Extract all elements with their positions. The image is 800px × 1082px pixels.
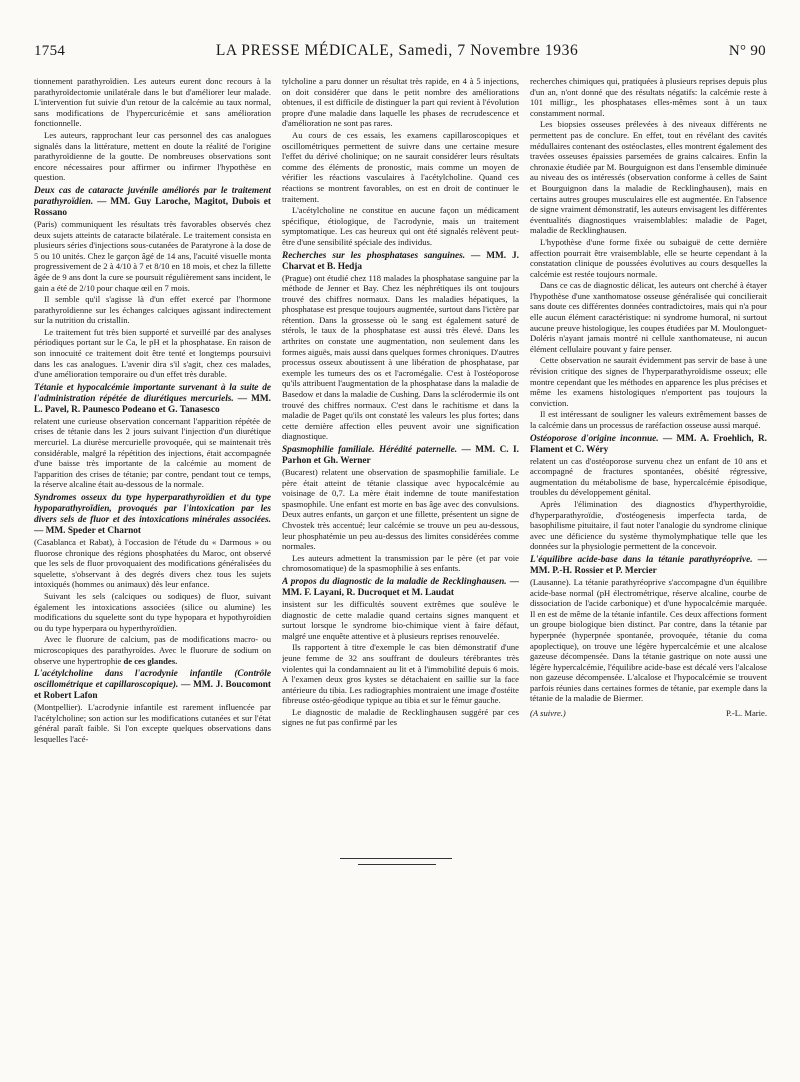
- paragraph: Il semble qu'il s'agisse là d'un effet exercé par l'hormone parathyroïdienne sur les échanges calciques agissant indirectement sur la nutrition du cristallin.: [34, 294, 271, 326]
- paragraph: Les auteurs, rapprochant leur cas personnel des cas analogues signalés dans la littérature, mettent en doute la réalité de l'origine parathyroïdienne de la goutte. De nombreuses observations sont encore nécessaires pour affirmer ou infirmer l'hypothèse en question.: [34, 129, 271, 183]
- article-signature: [530, 708, 767, 719]
- paragraph: insistent sur les difficultés souvent extrêmes que soulève le diagnostic de cette maladie quand certains signes manquent et surtout lorsque le syndrome bio-chimique vient à faire défaut, malgré une enquête attentive et à plusieurs reprises renouvelée.: [282, 598, 519, 641]
- paragraph: Après l'élimination des diagnostics d'hyperthyroïdie, d'hyperparathyroïdie, d'ostéogenesis imperfecta tarda, de basophilisme pituitaire, il faut noter l'analogie du syndrome clinique avec une déficience du système thymolymphatique telle que les données sur la physiologie permettent de la concevoir.: [530, 498, 767, 552]
- paragraph: Ils rapportent à titre d'exemple le cas bien démonstratif d'une jeune femme de 32 ans souffrant de douleurs térébrantes très violentes qui la condamnaient au lit et à l'immobilité depuis 6 mois. A l'examen deux gros kystes se détachaient en saillie sur la face antérieure du tibia. Les radiographies montraient une image d'ostéite fibreuse ostéo-géodique typique au tibia et sur le fémur gauche.: [282, 642, 519, 706]
- section-title: Ostéoporose d'origine inconnue. — MM. A. Froehlich, R. Flament et C. Wéry: [530, 433, 767, 455]
- to-be-continued: (A suivre.): [530, 708, 566, 719]
- paragraph: Suivant les sels (calciques ou sodiques) de fluor, suivant également les intoxications associées (silice ou alumine) les modifications du squelette sont du type hypopara et hypothyroïdien ou du type hyperpara ou hyperthyroïdien.: [34, 590, 271, 633]
- section-title: Spasmophilie familiale. Hérédité paternelle. — MM. C. I. Parhon et Gh. Werner: [282, 445, 519, 466]
- paragraph: Le diagnostic de maladie de Recklinghausen suggéré par ces signes ne fut pas confirmé par les: [282, 706, 519, 728]
- paragraph: (Prague) ont étudié chez 118 malades la phosphatase sanguine par la méthode de Jenner et Bay. Chez les néphrétiques ils ont toujours trouvé des chiffres normaux. Dans les maladies hépatiques, la phosphatase est presque toujours augmentée, surtout dans l'ictère par rétention. Dans la grossesse où le sang est également saturé de stérols, le taux de la phosphatase est aussi très élevé. Dans les arthrites on constate une augmentation, non seulement dans les formes aiguës, mais aussi dans quelques formes chroniques. D'autres processus osseux aboutissent à une libération de phosphatase, par exemple les tumeurs des os et l'acromégalie. C'est à l'ostéoporose qu'ils attribuent l'augmentation de la phosphatase dans la maladie de Basedow et dans la maladie de Cushing. Dans la sclérodermie ils ont trouvé des chiffres normaux. C'est dans le rachitisme et dans la maladie de Paget qu'ils ont constaté les valeurs les plus fortes; dans cette dernière affection elles peuvent avoir une signification diagnostique.: [282, 272, 519, 442]
- paragraph: Il est intéressant de souligner les valeurs extrêmement basses de la calcémie dans un processus de raréfaction osseuse aussi marqué.: [530, 409, 767, 430]
- journal-title: LA PRESSE MÉDICALE, Samedi, 7 Novembre 1936: [215, 42, 579, 59]
- paragraph: (Bucarest) relatent une observation de spasmophilie familiale. Le père était atteint de tétanie classique avec hypocalcémie au voisinage de 0,7. La mère était indemne de toute manifestation spasmophile. Une enfant est morte en bas âge avec des convulsions. Deux autres enfants, un garçon et une fillette, présentent un signe de Chvostek très accentué; leur calcémie se trouve un peu au-dessous, leur phosphatémie un peu au-dessus des limites considérées comme normales.: [282, 467, 519, 552]
- paragraph: (Casablanca et Rabat), à l'occasion de l'étude du « Darmous » ou fluorose chronique des régions phosphatées du Maroc, ont observé que les sels de fluor provoquaient des modifications généralisées du squelette, s'observant à des degrés divers chez tous les sujets intoxiqués (hommes ou animaux) dès leur enfance.: [34, 537, 271, 590]
- divider-rule: [358, 864, 436, 865]
- paragraph: relatent une curieuse observation concernant l'apparition répétée de crises de tétanie dans les 2 jours suivant l'injection d'un diurétique mercuriel. La diurèse mercurielle provoquée, qui se maintenait très considérable, malgré la répétition des injections, était accompagnée d'une baisse très importante de la calcémie au moment de l'apparition des crises de tétanie; par contre, pendant tout ce temps, la réserve alcaline était au-dessous de la normale.: [34, 415, 271, 490]
- paragraph: (Paris) communiquent les résultats très favorables observés chez deux sujets atteints de cataracte bilatérale. Le traitement consista en plusieurs séries d'injections sous-cutanées de Paratyrone à la dose de 5 ou 10 unités. Chez le garçon âgé de 14 ans, l'acuité visuelle monta progressivement de 2 à 4/10 à 7 et 8/10 en 18 mois, et chez la fillette âgée de 9 ans dont la cure se poursuit régulièrement sans incident, le gain a été de 2/10 pour chaque œil en 7 mois.: [34, 218, 271, 293]
- paragraph: recherches chimiques qui, pratiquées à plusieurs reprises depuis plus d'un an, n'ont donné que des résultats négatifs: la calcémie reste à 101 milligr., les phosphatases elles-mêmes sont à un taux constamment normal.: [530, 76, 767, 118]
- paragraph: L'hypothèse d'une forme fixée ou subaiguë de cette dernière affection pourrait être vraisemblable, elle se heurte cependant à la constatation clinique de poussées évolutives au cours desquelles la calcémie est restée toujours normale.: [530, 236, 767, 279]
- paragraph: tionnement parathyroïdien. Les auteurs eurent donc recours à la parathyroïdectomie unilatérale dans le but d'améliorer leur malade. L'intervention fut suivie d'un retour de la calcémie au taux normal, sans modifications de l'hypercuricémie et sans amélioration fonctionnelle.: [34, 76, 271, 129]
- paragraph: (Lausanne). La tétanie parathyréoprive s'accompagne d'un équilibre acide-base normal (pH électrométrique, réserve alcaline, courbe de dissociation de l'acide carbonique) et d'une hypocalcémie marquée. Il en est de même de la tétanie infantile. Ces deux affections forment un groupe biologique bien distinct. Par contre, dans la tétanie par hyperpnée (hyperpnée spontanée, provoquée, tétanie du coma apoplectique), on trouve une légère hypercalcémie et une alcalose gazeuse décompensée. Dans la tétanie gastrique on note aussi une légère hypercalcémie, l'équilibre acide-base est décalé vers l'alcalose non gazeuse décompensée. L'alcalose et l'hypocalcémie se trouvent parfois réunies dans certaines formes de tétanie, par exemple dans la tétanie de la maladie de Biermer.: [530, 576, 767, 704]
- paragraph: Au cours de ces essais, les examens capillaroscopiques et oscillométriques permettent de suivre dans une certaine mesure l'effet du dérivé cholinique; on ne saurait considérer leurs résultats comme des éléments de pronostic, mais comme un moyen de vérifier les réactions vasculaires à l'acétylcholine. Quand ces réactions se montrent favorables, on est en droit de continuer le traitement.: [282, 129, 519, 204]
- paragraph: L'acétylcholine ne constitue en aucune façon un médicament spécifique, étiologique, de l'acrodynie, mais un traitement symptomatique. Les cas heureux qui ont été signalés relèvent peut-être d'une sensibilité spéciale des individus.: [282, 205, 519, 247]
- section-title: L'équilibre acide-base dans la tétanie parathyréoprive. — MM. P.-H. Rossier et P. Mercier: [530, 554, 767, 576]
- divider-rule: [340, 858, 452, 859]
- author-signature: P.-L. Marie.: [725, 708, 767, 719]
- article-columns: [34, 76, 767, 1006]
- paragraph: Avec le fluorure de calcium, pas de modifications macro- ou microscopiques des parathyroïdes. Avec le fluorure de sodium on observe une hypertrophie de ces glandes.: [34, 634, 271, 666]
- paragraph: Le traitement fut très bien supporté et surveillé par des analyses périodiques portant sur le Ca, le pH et la phosphatase. En raison de son innocuité ce traitement doit être tenté et longtemps poursuivi dans les cas analogues. L'avenir dira s'il s'agit, chez ces malades, d'une amélioration temporaire ou d'un effet très durable.: [34, 326, 271, 380]
- paragraph: Les biopsies osseuses prélevées à des niveaux différents ne permettent pas de conclure. En effet, tout en révélant des cavités médullaires contenant des ostéoclastes, elles montrent également des travées osseuses épaissies parsemées de grains calcaires. Enfin la chronaxie étudiée par M. Bourguignon est dans l'ensemble diminuée au niveau des os intéressés (observation conforme à celles de Saint et Bourguignon dans la maladie de Recklinghausen), mais en certains autres groupes musculaires elle est augmentée. En l'absence de signe vraiment démonstratif, les auteurs envisagent les différentes éventualités diagnostiques vraisemblables: maladie de Paget, maladie de Recklinghausen.: [530, 119, 767, 236]
- column-2: [282, 76, 519, 1006]
- section-title: Tétanie et hypocalcémie importante survenant à la suite de l'administration répétée de diurétiques mercuriels. — MM. L. Pavel, R. Paunesco Podeano et G. Tanasesco: [34, 382, 271, 415]
- paragraph: tylcholine a paru donner un résultat très rapide, en 4 à 5 injections, on doit considérer que dans le petit nombre des améliorations obtenues, il est difficile de distinguer la part qui revient à l'évolution propre d'une maladie dans laquelle les phases de recrudescence et d'amélioration ne sont pas rares.: [282, 76, 519, 129]
- paragraph: Les auteurs admettent la transmission par le père (et par voie chromosomatique) de la spasmophilie à ses enfants.: [282, 552, 519, 574]
- paragraph: Dans ce cas de diagnostic délicat, les auteurs ont cherché à étayer l'hypothèse d'une xanthomatose osseuse généralisée qui concilierait sans doute ces différentes données contradictoires, mais qui n'a pour elle aucun élément caractéristique: ni syndrome humoral, ni surtout aucune preuve histologique, les coupes étudiées par M. Moulonguet-Doléris n'ayant jamais montré ni cellule xanthomateuse, ni aucun élément cellulaire pouvant y faire penser.: [530, 280, 767, 354]
- section-title: Syndromes osseux du type hyperparathyroïdien et du type hypoparathyroïdien, provoqués par l'intoxication par les divers sels de fluor et des intoxications minérales associées. — MM. Speder et Charnot: [34, 493, 271, 536]
- column-3: [530, 76, 767, 1006]
- paragraph: (Montpellier). L'acrodynie infantile est rarement influencée par l'acétylcholine; son action sur les modifications cutanées et sur l'état général paraît faible. Si l'on excepte quelques observations dans lesquelles l'acé-: [34, 702, 271, 744]
- page-header: [34, 42, 766, 62]
- column-1: [34, 76, 271, 1006]
- section-title: A propos du diagnostic de la maladie de Recklinghausen. — MM. F. Layani, R. Ducroquet et M. Laudat: [282, 576, 519, 598]
- paragraph: Cette observation ne saurait évidemment pas servir de base à une révision critique des signes de l'hyperparathyroïdisme osseux; elle montre cependant que les méthodes en apparence les plus précises et même les examens histologiques n'emportent pas toujours la conviction.: [530, 355, 767, 408]
- section-title: L'acétylcholine dans l'acrodynie infantile (Contrôle oscillométrique et capillaroscopique). — MM. J. Boucomont et Robert Lafon: [34, 669, 271, 702]
- paragraph: relatent un cas d'ostéoporose survenu chez un enfant de 10 ans et accompagné de fractures spontanées, obésité régressive, augmentation du métabolisme de base, hypercalcémie épisodique, troubles du développement génital.: [530, 455, 767, 498]
- section-title: Recherches sur les phosphatases sanguines. — MM. J. Charvat et B. Hedja: [282, 250, 519, 272]
- issue-number: N° 90: [728, 43, 766, 59]
- section-title: Deux cas de cataracte juvénile améliorés par le traitement parathyroïdien. — MM. Guy Laroche, Magitot, Dubois et Rossano: [34, 185, 271, 218]
- page-number: 1754: [34, 43, 66, 59]
